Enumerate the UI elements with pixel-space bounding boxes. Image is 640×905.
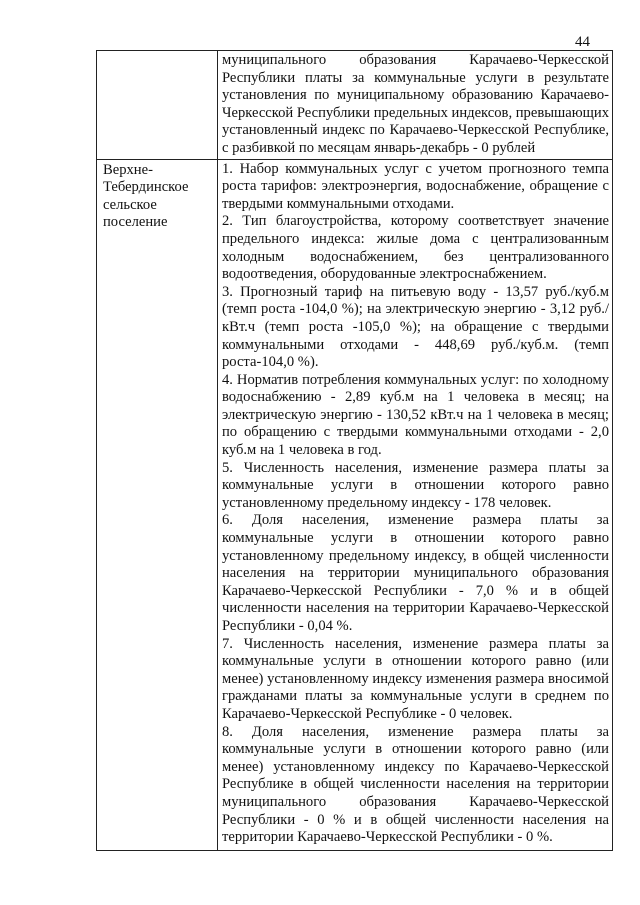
item-7-text: 7. Численность населения, изменение размера платы за коммунальные услуги в отношении которого равно (или менее) установленному индексу изменения размера вносимой гражданами платы за коммунальные услуги в среднем по Карачаево-Черкесской Республике - 0 человек. — [222, 635, 609, 722]
item-6-text: 6. Доля населения, изменение размера платы за коммунальные услуги в отношении которого равно установленному предельному индексу, в общей численности населения на территории муниципального образования Карачаево-Черкесской Республики - 7,0 % и в общей численности населения на территории Карачаево-Черкесской Республики - 0,04 %. — [222, 512, 609, 634]
continuation-left-cell — [97, 51, 218, 160]
item-3-text: 3. Прогнозный тариф на питьевую воду - 13,57 руб./куб.м (темп роста -104,0 %); на электрическую энергию - 3,12 руб./кВт.ч (темп роста -105,0 %); на обращение с твердыми коммунальными отходами - 448,69 руб./куб.м. (темп роста-104,0 %). — [222, 283, 609, 371]
item-4-text: 4. Норматив потребления коммунальных услуг: по холодному водоснабжению - 2,89 куб.м на 1 человека в месяц; на электрическую энергию - 130,52 кВт.ч на 1 человека в месяц; по обращению с твердыми коммунальными отходами - 2,0 куб.м на 1 человека в год. — [222, 371, 609, 459]
settlement-details-cell — [218, 159, 613, 850]
item-2-text: 2. Тип благоустройства, которому соответствует значение предельного индекса: жилые дома с централизованным холодным водоснабжением, без централизованного водоотведения, оборудованные электроснабжением. — [222, 213, 609, 283]
settlement-row — [97, 159, 613, 850]
item-5-text: 5. Численность населения, изменение размера платы за коммунальные услуги в отношении которого равно установленному предельному индексу - 178 человек. — [222, 459, 609, 511]
item-8-text: 8. Доля населения, изменение размера платы за коммунальные услуги в отношении которого равно (или менее) установленному индексу по Карачаево-Черкесской Республике в общей численности населения на территории муниципального образования Карачаево-Черкесской Республики - 0 % и в общей численности населения на территории Карачаево-Черкесской Республики - 0 %. — [222, 723, 609, 846]
continuation-right-cell — [218, 51, 613, 160]
item-1-text: 1. Набор коммунальных услуг с учетом прогнозного темпа роста тарифов: электроэнергия, водоснабжение, обращение с твердыми коммунальными отходами. — [222, 160, 609, 212]
continuation-row — [97, 51, 613, 160]
settlement-name-cell — [97, 159, 218, 850]
page-number: 44 — [575, 34, 590, 50]
continuation-text: муниципального образования Карачаево-Черкесской Республики платы за коммунальные услуги в результате установления по муниципальному образованию Карачаево-Черкесской Республики предельных индексов, превышающих установленный индекс по Карачаево-Черкесской Республике, с разбивкой по месяцам январь-декабрь - 0 рублей — [222, 52, 609, 156]
settlement-name: Верхне-Тебердинское сельское поселение — [103, 161, 189, 231]
settlement-table — [96, 50, 613, 851]
